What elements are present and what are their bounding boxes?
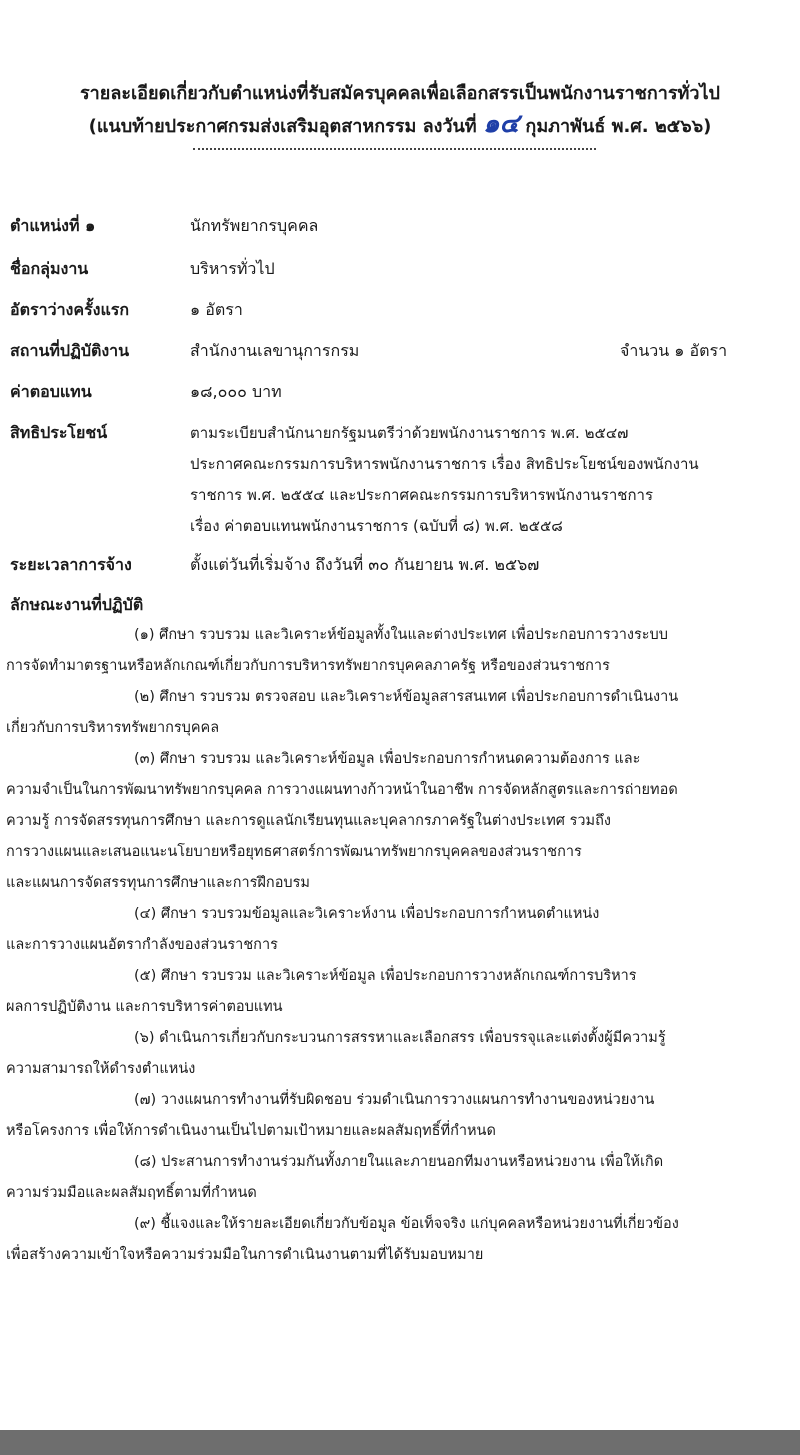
subtitle-prefix: (แนบท้ายประกาศกรมส่งเสริมอุตสาหกรรม ลงวันที่	[88, 116, 477, 137]
subtitle-suffix: กุมภาพันธ์ พ.ศ. ๒๕๖๖)	[525, 116, 712, 137]
duty-line: ความสามารถให้ดำรงตำแหน่ง	[6, 1061, 196, 1077]
field-label: สถานที่ปฏิบัติงาน	[10, 341, 130, 360]
field-label: ระยะเวลาการจ้าง	[10, 555, 132, 574]
field-value: ๑๘,๐๐๐ บาท	[190, 382, 282, 401]
duty-line: ผลการปฏิบัติงาน และการบริหารค่าตอบแทน	[6, 999, 283, 1015]
duty-line: และแผนการจัดสรรทุนการศึกษาและการฝึกอบรม	[6, 875, 310, 891]
benefits-line: ราชการ พ.ศ. ๒๕๕๔ และประกาศคณะกรรมการบริหารพนักงานราชการ	[190, 486, 654, 504]
duty-line: ความร่วมมือและผลสัมฤทธิ์ตามที่กำหนด	[6, 1185, 257, 1201]
duty-line: ความรู้ การจัดสรรทุนการศึกษา และการดูแลนักเรียนทุนและบุคลากรภาครัฐในต่างประเทศ รวมถึง	[6, 813, 611, 829]
duty-line: (๓) ศึกษา รวบรวม และวิเคราะห์ข้อมูล เพื่อประกอบการกำหนดความต้องการ และ	[134, 751, 641, 767]
field-label: อัตราว่างครั้งแรก	[10, 300, 130, 319]
field-value: สำนักงานเลขานุการกรม	[190, 341, 360, 360]
dotted-divider	[193, 148, 596, 150]
benefits-line: ประกาศคณะกรรมการบริหารพนักงานราชการ เรื่อง สิทธิประโยชน์ของพนักงาน	[190, 455, 699, 473]
document-title: รายละเอียดเกี่ยวกับตำแหน่งที่รับสมัครบุคคลเพื่อเลือกสรรเป็นพนักงานราชการทั่วไป	[80, 83, 720, 104]
bottom-edge-bar	[0, 1430, 800, 1455]
duty-line: การจัดทำมาตรฐานหรือหลักเกณฑ์เกี่ยวกับการบริหารทรัพยากรบุคคลภาครัฐ หรือของส่วนราชการ	[6, 658, 610, 674]
duty-line: และการวางแผนอัตรากำลังของส่วนราชการ	[6, 937, 278, 953]
duty-line: (๒) ศึกษา รวบรวม ตรวจสอบ และวิเคราะห์ข้อมูลสารสนเทศ เพื่อประกอบการดำเนินงาน	[134, 689, 679, 705]
field-value: นักทรัพยากรบุคคล	[190, 216, 319, 235]
field-value: ตั้งแต่วันที่เริ่มจ้าง ถึงวันที่ ๓๐ กันยายน พ.ศ. ๒๕๖๗	[190, 555, 540, 574]
field-label: สิทธิประโยชน์	[10, 423, 108, 442]
field-position	[10, 213, 790, 239]
field-label: ตำแหน่งที่ ๑	[10, 216, 96, 235]
document-subtitle	[0, 109, 800, 139]
workplace-count: จำนวน ๑ อัตรา	[620, 341, 728, 360]
duty-line: เกี่ยวกับการบริหารทรัพยากรบุคคล	[6, 720, 220, 736]
duty-line: (๖) ดำเนินการเกี่ยวกับกระบวนการสรรหาและเลือกสรร เพื่อบรรจุและแต่งตั้งผู้มีความรู้	[134, 1030, 666, 1046]
duty-line: (๘) ประสานการทำงานร่วมกันทั้งภายในและภายนอกทีมงานหรือหน่วยงาน เพื่อให้เกิด	[134, 1154, 664, 1170]
field-vacancy	[10, 297, 790, 323]
field-label: ชื่อกลุ่มงาน	[10, 259, 89, 278]
duty-line: (๙) ชี้แจงและให้รายละเอียดเกี่ยวกับข้อมูล ข้อเท็จจริง แก่บุคคลหรือหน่วยงานที่เกี่ยวข้อง	[134, 1216, 679, 1232]
field-label: ค่าตอบแทน	[10, 382, 92, 401]
field-value: ๑ อัตรา	[190, 300, 243, 319]
handwritten-date: ๑๔	[482, 109, 520, 139]
duty-line: หรือโครงการ เพื่อให้การดำเนินงานเป็นไปตามเป้าหมายและผลสัมฤทธิ์ที่กำหนด	[6, 1123, 496, 1139]
field-period	[10, 552, 790, 578]
field-group	[10, 256, 790, 282]
duty-line: (๗) วางแผนการทำงานที่รับผิดชอบ ร่วมดำเนินการวางแผนการทำงานของหน่วยงาน	[134, 1092, 655, 1108]
duties-heading: ลักษณะงานที่ปฏิบัติ	[10, 595, 144, 614]
field-salary	[10, 379, 790, 405]
duty-line: การวางแผนและเสนอแนะนโยบายหรือยุทธศาสตร์การพัฒนาทรัพยากรบุคคลของส่วนราชการ	[6, 844, 582, 860]
benefits-line: เรื่อง ค่าตอบแทนพนักงานราชการ (ฉบับที่ ๘) พ.ศ. ๒๕๕๘	[190, 517, 563, 535]
field-value: บริหารทั่วไป	[190, 259, 275, 278]
duties-list	[6, 620, 796, 1271]
duty-line: (๔) ศึกษา รวบรวมข้อมูลและวิเคราะห์งาน เพื่อประกอบการกำหนดตำแหน่ง	[134, 906, 600, 922]
duty-line: (๑) ศึกษา รวบรวม และวิเคราะห์ข้อมูลทั้งในและต่างประเทศ เพื่อประกอบการวางระบบ	[134, 627, 668, 643]
duty-line: เพื่อสร้างความเข้าใจหรือความร่วมมือในการดำเนินงานตามที่ได้รับมอบหมาย	[6, 1247, 484, 1263]
benefits-line: ตามระเบียบสำนักนายกรัฐมนตรีว่าด้วยพนักงานราชการ พ.ศ. ๒๕๔๗	[190, 424, 629, 442]
field-workplace	[10, 338, 790, 364]
benefits-text	[190, 418, 790, 542]
duty-line: ความจำเป็นในการพัฒนาทรัพยากรบุคคล การวางแผนทางก้าวหน้าในอาชีพ การจัดหลักสูตรและการถ่ายทอด	[6, 782, 678, 798]
duty-line: (๕) ศึกษา รวบรวม และวิเคราะห์ข้อมูล เพื่อประกอบการวางหลักเกณฑ์การบริหาร	[134, 968, 637, 984]
